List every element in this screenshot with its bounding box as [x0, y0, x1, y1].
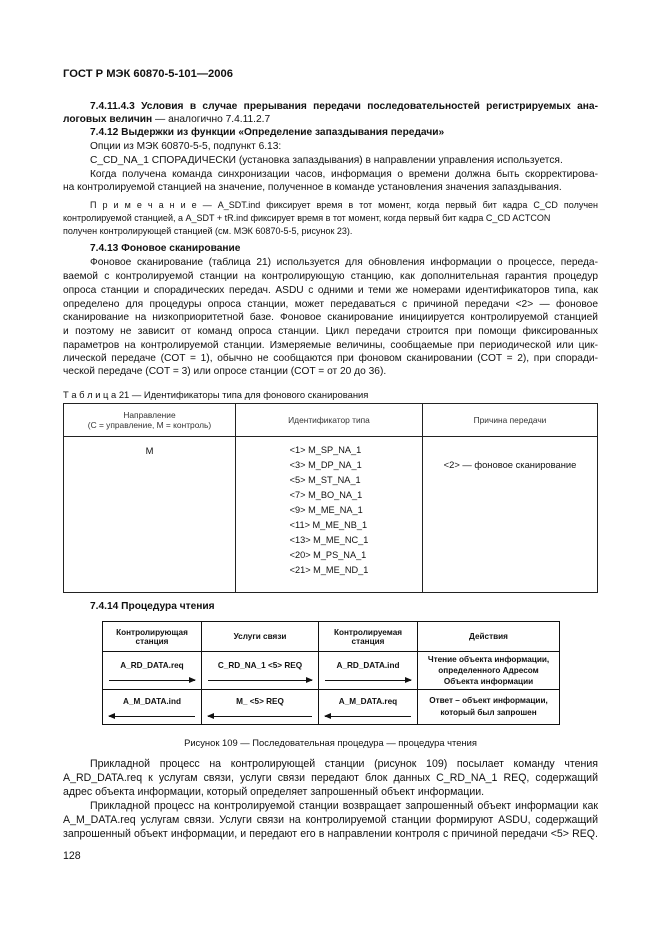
- closing-p1-line: A_RD_DATA.req к услугам связи, услуги связи передают блок данных C_RD_NA_1 REQ, содержащий: [63, 772, 598, 784]
- fig109-header-controlling: [103, 622, 202, 652]
- table21-cause-cell: <2> — фоновое сканирование: [423, 437, 598, 593]
- note-line3: получен контролирующей станцией (см. МЭК 60870-5-5, рисунок 23).: [63, 226, 353, 236]
- closing-p2-line: A_M_DATA.req услугам связи. Услуги связи на контролируемой станции формируют ASDU, содержащий: [63, 814, 598, 826]
- section-7413-heading: 7.4.13 Фоновое сканирование: [90, 243, 241, 254]
- table21-header-typeid: Идентификатор типа: [236, 404, 423, 437]
- section-74114-ref: — аналогично 7.4.11.2.7: [152, 114, 271, 125]
- fig109-r1c4: [418, 652, 560, 690]
- section-7413-line: параметров на контролируемой станции. Измеряемые величины, сообщаемые при периодической или цик-: [63, 340, 598, 351]
- note-line2: контролируемой станцией, а A_SDT + tR.ind фиксирует время в тот момент, когда первый бит кадра C_CD ACTCON: [63, 213, 551, 223]
- section-7413-line: лической передаче (COT = 1), обычно не сообщаются при фоновом сканировании (COT = 2), при споради-: [63, 353, 598, 364]
- type-id-list: [290, 443, 369, 578]
- fig109-r1c3-text: A_RD_DATA.ind: [336, 660, 400, 670]
- fig109-r2c1: [103, 690, 202, 725]
- fig109-h3a: Контролируемая: [333, 627, 403, 637]
- section-74114-title-tail: логовых величин: [63, 114, 153, 125]
- table21-header-direction-l2: (C = управление, M = контроль): [87, 420, 212, 430]
- figure109-caption: Рисунок 109 — Последовательная процедура — процедура чтения: [184, 737, 477, 748]
- section-74114-line1: 7.4.11.4.3 Условия в случае прерывания передачи последовательностей регистрируемых ана-: [90, 101, 598, 112]
- arrow-right-icon: [325, 680, 411, 681]
- fig109-r1c3: [319, 652, 418, 690]
- type-id: <9> M_ME_NA_1: [289, 505, 363, 515]
- closing-p1-line: адрес объекта информации, который определяет запрошенный объект информации.: [63, 786, 485, 798]
- fig109-r1c2-text: C_RD_NA_1 <5> REQ: [217, 660, 303, 670]
- fig109-r2c2: [202, 690, 319, 725]
- fig109-r1c1-text: A_RD_DATA.req: [120, 660, 184, 670]
- fig109-r2c3-text: A_M_DATA.req: [338, 697, 398, 706]
- type-id: <5> M_ST_NA_1: [289, 475, 361, 485]
- type-id: <21> M_ME_ND_1: [289, 565, 369, 575]
- table21-header-direction-l1: Направление: [123, 410, 176, 420]
- section-7413-line: ваемой с контролируемой станции на контролирующую станцию, как дополнительная гарантия процедур: [63, 271, 598, 282]
- fig109-header-actions: Действия: [418, 622, 560, 652]
- section-7412-l1: Опции из МЭК 60870-5-5, подпункт 6.13:: [90, 141, 282, 152]
- table-21: [63, 403, 598, 593]
- arrow-left-icon: [109, 716, 195, 717]
- fig109-r2c4a: Ответ – объект информации,: [429, 696, 548, 705]
- section-7412-l3: Когда получена команда синхронизации часов, информация о времени должна быть скорректирова-: [90, 169, 598, 180]
- arrow-right-icon: [208, 680, 312, 681]
- closing-p2-line: запрошенный объект информации, и передают его в направлении контроля с причиной передачи <5> REQ.: [63, 828, 598, 840]
- note-line1: П р и м е ч а н и е — A_SDT.ind фиксирует время в тот момент, когда первый бит кадра C_CD получен: [90, 200, 598, 210]
- type-id: <1> M_SP_NA_1: [289, 445, 362, 455]
- section-7413-line: Фоновое сканирование (таблица 21) используется для обновления информации о процессе, переда-: [90, 257, 598, 268]
- section-7413-line: определено для процедуры опроса станции, может передаваться с причиной передачи <2> — фоновое: [63, 299, 598, 310]
- fig109-r1c4c: Объекта информации: [443, 677, 534, 686]
- fig109-header-services: Услуги связи: [202, 622, 319, 652]
- fig109-header-controlled: [319, 622, 418, 652]
- type-id: <11> M_ME_NB_1: [289, 520, 368, 530]
- fig109-r1c4a: Чтение объекта информации,: [427, 655, 550, 664]
- fig109-h3b: станция: [351, 636, 385, 646]
- fig109-r2c3: [319, 690, 418, 725]
- closing-p1-line: Прикладной процесс на контролирующей станции (рисунок 109) посылает команду чтения: [90, 758, 598, 770]
- figure-109: [102, 621, 560, 725]
- table21-header-direction: [64, 404, 236, 437]
- fig109-r1c1: [103, 652, 202, 690]
- table21-typeid-cell: [236, 437, 423, 593]
- table21-header-cause: Причина передачи: [423, 404, 598, 437]
- table21-direction-cell: M: [64, 437, 236, 593]
- table21-caption: Т а б л и ц а 21 — Идентификаторы типа для фонового сканирования: [63, 389, 369, 400]
- section-7412-heading: 7.4.12 Выдержки из функции «Определение запаздывания передачи»: [90, 127, 445, 138]
- page-number: 128: [63, 850, 81, 862]
- type-id: <7> M_BO_NA_1: [289, 490, 363, 500]
- section-7412-l4: на контролируемой станцией на значение, полученное в команде установления значения запаздывания.: [63, 182, 562, 193]
- section-7413-line: и поэтому не зависит от команд опроса станции. Цикл передачи строится при помощи фиксированных: [63, 326, 598, 337]
- fig109-r2c4: [418, 690, 560, 725]
- section-7412-l2: C_CD_NA_1 СПОРАДИЧЕСКИ (установка запаздывания) в направлении управления используется.: [90, 155, 563, 166]
- type-id: <20> M_PS_NA_1: [289, 550, 367, 560]
- arrow-right-icon: [109, 680, 195, 681]
- arrow-left-icon: [208, 716, 312, 717]
- fig109-h1b: станция: [135, 636, 169, 646]
- arrow-left-icon: [325, 716, 411, 717]
- fig109-h1a: Контролирующая: [116, 627, 188, 637]
- section-7413-line: ческой передаче (COT = 3) или опросе станции (COT = от 20 до 36).: [63, 366, 387, 377]
- section-74114-line2: [63, 113, 270, 126]
- closing-p2-line: Прикладной процесс на контролируемой станции возвращает запрошенный объект информации как: [90, 800, 598, 812]
- section-7414-heading: 7.4.14 Процедура чтения: [90, 601, 215, 612]
- type-id: <13> M_ME_NC_1: [289, 535, 369, 545]
- fig109-r2c4b: который был запрошен: [440, 708, 537, 717]
- page-header: ГОСТ Р МЭК 60870-5-101—2006: [63, 68, 233, 80]
- fig109-r1c4b: определенного Адресом: [438, 666, 539, 675]
- type-id: <3> M_DP_NA_1: [289, 460, 362, 470]
- section-7413-line: опроса станции и спорадических передач. ASDU с одними и теми же номерами идентификаторов типа, как: [63, 285, 598, 296]
- section-7413-line: сканирование на низкоприоритетной базе. Фоновое сканирование инициируется контролируемой станцией: [63, 312, 598, 323]
- fig109-r2c1-text: A_M_DATA.ind: [123, 697, 181, 706]
- fig109-r2c2-text: M_ <5> REQ: [236, 697, 284, 706]
- fig109-r1c2: [202, 652, 319, 690]
